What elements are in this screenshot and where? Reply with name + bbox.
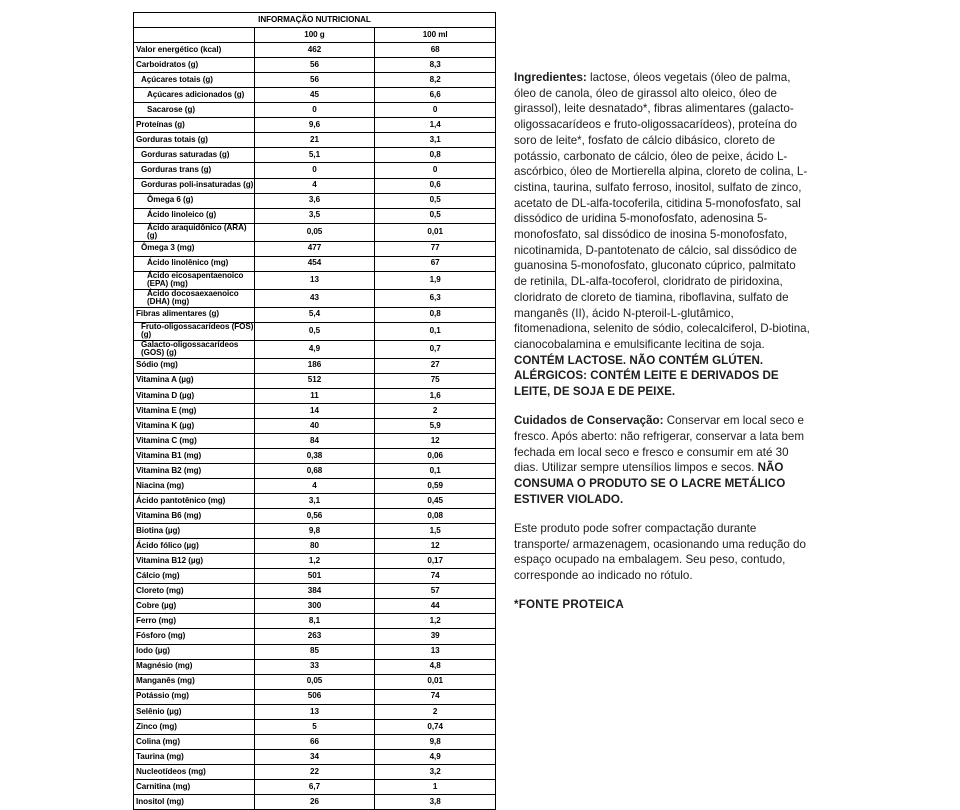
table-row — [134, 340, 496, 358]
table-row — [134, 178, 496, 193]
nutrient-value-100ml: 0,08 — [375, 509, 496, 524]
nutrient-name: Ácido linolênico (mg) — [134, 256, 255, 271]
nutrient-value-100g: 9,6 — [254, 118, 375, 133]
table-row — [134, 614, 496, 629]
nutrient-value-100g: 56 — [254, 73, 375, 88]
nutrient-name: Fibras alimentares (g) — [134, 307, 255, 322]
nutrient-value-100ml: 3,8 — [375, 795, 496, 810]
nutrient-name: Ácido eicosapentaenoico (EPA) (mg) — [134, 271, 255, 289]
nutrient-value-100ml: 1,9 — [375, 271, 496, 289]
table-row — [134, 223, 496, 241]
table-row — [134, 403, 496, 418]
nutrient-name: Açúcares totais (g) — [134, 73, 255, 88]
table-row — [134, 584, 496, 599]
nutrient-value-100g: 0 — [254, 163, 375, 178]
nutrient-value-100g: 85 — [254, 644, 375, 659]
nutrient-value-100ml: 4,8 — [375, 659, 496, 674]
nutrient-name: Iodo (µg) — [134, 644, 255, 659]
nutrient-name: Sacarose (g) — [134, 103, 255, 118]
nutrient-value-100ml: 0,1 — [375, 463, 496, 478]
nutrient-name: Vitamina E (mg) — [134, 403, 255, 418]
ingredients-label: Ingredientes: — [514, 71, 587, 84]
nutrient-name: Cloreto (mg) — [134, 584, 255, 599]
nutrient-name: Magnésio (mg) — [134, 659, 255, 674]
table-row — [134, 241, 496, 256]
table-row — [134, 749, 496, 764]
nutrient-name: Taurina (mg) — [134, 749, 255, 764]
table-row — [134, 133, 496, 148]
table-row — [134, 704, 496, 719]
nutrient-value-100ml: 0,5 — [375, 208, 496, 223]
table-row — [134, 73, 496, 88]
ingredients-paragraph — [514, 70, 810, 400]
table-row — [134, 163, 496, 178]
nutrient-value-100g: 4 — [254, 178, 375, 193]
table-row — [134, 539, 496, 554]
nutrient-value-100ml: 57 — [375, 584, 496, 599]
nutrient-value-100ml: 3,1 — [375, 133, 496, 148]
table-row — [134, 494, 496, 509]
table-row — [134, 418, 496, 433]
nutrient-value-100ml: 4,9 — [375, 749, 496, 764]
nutrient-value-100ml: 0,5 — [375, 193, 496, 208]
nutrient-name: Valor energético (kcal) — [134, 43, 255, 58]
nutrient-value-100ml: 74 — [375, 569, 496, 584]
nutrient-value-100ml: 2 — [375, 704, 496, 719]
nutrient-value-100g: 501 — [254, 569, 375, 584]
nutrient-value-100g: 0,68 — [254, 463, 375, 478]
nutrient-value-100ml: 2 — [375, 403, 496, 418]
nutrient-value-100g: 13 — [254, 271, 375, 289]
nutrient-value-100ml: 6,6 — [375, 88, 496, 103]
nutrient-value-100ml: 1,5 — [375, 524, 496, 539]
nutrient-value-100ml: 1,2 — [375, 614, 496, 629]
nutrient-name: Ácido linoleico (g) — [134, 208, 255, 223]
table-row — [134, 479, 496, 494]
nutrient-value-100g: 34 — [254, 749, 375, 764]
nutrient-value-100ml: 27 — [375, 358, 496, 373]
nutrient-value-100g: 3,1 — [254, 494, 375, 509]
table-row — [134, 659, 496, 674]
table-row — [134, 256, 496, 271]
nutrient-value-100g: 0,56 — [254, 509, 375, 524]
nutrient-name: Açúcares adicionados (g) — [134, 88, 255, 103]
nutrient-name: Inositol (mg) — [134, 795, 255, 810]
nutrient-name: Zinco (mg) — [134, 719, 255, 734]
nutrient-value-100g: 14 — [254, 403, 375, 418]
nutrient-value-100g: 5 — [254, 719, 375, 734]
nutrient-name: Sódio (mg) — [134, 358, 255, 373]
nutrient-value-100g: 506 — [254, 689, 375, 704]
nutrient-value-100g: 384 — [254, 584, 375, 599]
table-row — [134, 448, 496, 463]
nutrient-name: Vitamina B1 (mg) — [134, 448, 255, 463]
nutrient-value-100ml: 9,8 — [375, 734, 496, 749]
table-row — [134, 644, 496, 659]
nutrient-name: Gorduras poli-insaturadas (g) — [134, 178, 255, 193]
nutrient-value-100g: 66 — [254, 734, 375, 749]
nutrient-name: Carboidratos (g) — [134, 58, 255, 73]
table-row — [134, 58, 496, 73]
nutrient-name: Selênio (µg) — [134, 704, 255, 719]
nutrient-value-100ml: 77 — [375, 241, 496, 256]
nutrient-name: Colina (mg) — [134, 734, 255, 749]
table-row — [134, 463, 496, 478]
table-row — [134, 524, 496, 539]
table-row — [134, 795, 496, 810]
storage-warning: NÃO CONSUMA O PRODUTO SE O LACRE METÁLICO ESTIVER VIOLADO. — [514, 461, 786, 506]
nutrient-name: Ferro (mg) — [134, 614, 255, 629]
nutrient-name: Nucleotídeos (mg) — [134, 764, 255, 779]
ingredients-body: lactose, óleos vegetais (óleo de palma, óleo de canola, óleo de girassol alto oleico, óleo de girassol), leite desnatado*, fibras alimentares (galacto-oligossacarídeos e fruto-oligossacarídeos), proteína do soro de leite*, fosfato de cálcio dibásico, cloreto de potássio, carbonato de cálcio, óleo de peixe, ácido L-ascórbico, óleo de Mortierella alpina, cloreto de colina, L-cistina, taurina, sulfato ferroso, inositol, sulfato de zinco, acetato de DL-alfa-tocoferila, citidina 5-monofosfato, sal dissódico de uridina 5-monofosfato, adenosina 5-monofosfato, sal dissódico de inosina 5-monofosfato, nicotinamida, D-pantotenato de cálcio, sal dissódico de guanosina 5-monofosfato, gluconato cúprico, palmitato de retinila, DL-alfa-tocoferol, cloridrato de piridoxina, cloridrato de cloreto de tiamina, riboflavina, sulfato de manganês (II), ácido N-pteroil-L-glutâmico, fitomenadiona, selenito de sódio, colecalciferol, D-biotina, cianocobalamina e emulsificante lecitina de soja. — [514, 71, 810, 351]
table-header-row — [134, 28, 496, 43]
nutrient-name: Vitamina A (µg) — [134, 373, 255, 388]
nutrient-value-100ml: 8,3 — [375, 58, 496, 73]
nutrient-value-100g: 3,6 — [254, 193, 375, 208]
table-row — [134, 689, 496, 704]
nutrient-value-100ml: 13 — [375, 644, 496, 659]
nutrient-value-100g: 462 — [254, 43, 375, 58]
nutrient-value-100g: 263 — [254, 629, 375, 644]
nutrient-name: Carnitina (mg) — [134, 779, 255, 794]
nutrient-value-100g: 4,9 — [254, 340, 375, 358]
nutrient-value-100g: 0,5 — [254, 322, 375, 340]
nutrient-value-100ml: 0,8 — [375, 307, 496, 322]
storage-label: Cuidados de Conservação: — [514, 414, 664, 428]
nutrient-value-100g: 33 — [254, 659, 375, 674]
column-header-100ml: 100 ml — [375, 28, 496, 43]
storage-paragraph — [514, 413, 810, 507]
nutrient-value-100g: 5,1 — [254, 148, 375, 163]
nutrient-value-100ml: 1 — [375, 779, 496, 794]
nutrient-value-100ml: 12 — [375, 539, 496, 554]
nutrient-value-100ml: 0,01 — [375, 223, 496, 241]
nutrient-name: Cálcio (mg) — [134, 569, 255, 584]
compaction-paragraph: Este produto pode sofrer compactação durante transporte/ armazenagem, ocasionando uma redução do espaço ocupado na embalagem. Seu peso, contudo, corresponde ao indicado no rótulo. — [514, 521, 806, 583]
nutrient-value-100ml: 74 — [375, 689, 496, 704]
nutrition-table — [133, 12, 496, 810]
nutrient-name: Galacto-oligossacarídeos (GOS) (g) — [134, 340, 255, 358]
nutrient-value-100g: 40 — [254, 418, 375, 433]
table-title-row — [134, 13, 496, 28]
nutrient-value-100g: 43 — [254, 289, 375, 307]
product-info-panel — [514, 70, 810, 613]
table-row — [134, 148, 496, 163]
nutrient-value-100g: 6,7 — [254, 779, 375, 794]
table-row — [134, 433, 496, 448]
nutrient-name: Niacina (mg) — [134, 479, 255, 494]
nutrition-facts-panel — [133, 12, 496, 810]
nutrient-name: Biotina (µg) — [134, 524, 255, 539]
nutrient-value-100g: 9,8 — [254, 524, 375, 539]
nutrient-value-100g: 13 — [254, 704, 375, 719]
table-row — [134, 388, 496, 403]
table-row — [134, 103, 496, 118]
table-row — [134, 208, 496, 223]
table-row — [134, 289, 496, 307]
nutrient-value-100ml: 8,2 — [375, 73, 496, 88]
nutrient-value-100ml: 44 — [375, 599, 496, 614]
nutrient-value-100g: 8,1 — [254, 614, 375, 629]
nutrient-value-100g: 0,38 — [254, 448, 375, 463]
nutrient-value-100g: 0 — [254, 103, 375, 118]
table-row — [134, 779, 496, 794]
nutrient-name: Vitamina D (µg) — [134, 388, 255, 403]
nutrient-name: Ácido fólico (µg) — [134, 539, 255, 554]
nutrition-table-body — [134, 43, 496, 810]
nutrient-value-100ml: 75 — [375, 373, 496, 388]
table-row — [134, 43, 496, 58]
nutrient-name: Gorduras saturadas (g) — [134, 148, 255, 163]
nutrient-value-100ml: 39 — [375, 629, 496, 644]
nutrient-value-100ml: 0,7 — [375, 340, 496, 358]
table-row — [134, 719, 496, 734]
nutrient-name: Gorduras totais (g) — [134, 133, 255, 148]
nutrient-value-100g: 11 — [254, 388, 375, 403]
nutrient-value-100g: 1,2 — [254, 554, 375, 569]
nutrient-value-100g: 300 — [254, 599, 375, 614]
nutrient-value-100ml: 0,17 — [375, 554, 496, 569]
table-row — [134, 307, 496, 322]
nutrition-table-title: INFORMAÇÃO NUTRICIONAL — [134, 13, 496, 28]
table-row — [134, 764, 496, 779]
nutrient-value-100g: 26 — [254, 795, 375, 810]
nutrient-value-100g: 512 — [254, 373, 375, 388]
nutrient-value-100ml: 0,1 — [375, 322, 496, 340]
nutrient-name: Ácido docosaexaenoico (DHA) (mg) — [134, 289, 255, 307]
table-row — [134, 322, 496, 340]
column-header-100g: 100 g — [254, 28, 375, 43]
nutrient-value-100ml: 0,01 — [375, 674, 496, 689]
column-header-nutrient — [134, 28, 255, 43]
table-row — [134, 193, 496, 208]
nutrient-value-100g: 4 — [254, 479, 375, 494]
nutrient-value-100ml: 0,8 — [375, 148, 496, 163]
storage-body: Conservar em local seco e fresco. Após aberto: não refrigerar, conservar a lata bem fechada em local seco e fresco e consumir em até 30 dias. Utilizar sempre utensílios limpos e secos. — [514, 414, 804, 475]
nutrient-name: Gorduras trans (g) — [134, 163, 255, 178]
nutrient-value-100g: 454 — [254, 256, 375, 271]
nutrient-value-100ml: 1,6 — [375, 388, 496, 403]
nutrient-value-100ml: 6,3 — [375, 289, 496, 307]
nutrient-value-100ml: 0,06 — [375, 448, 496, 463]
nutrient-value-100ml: 0,45 — [375, 494, 496, 509]
nutrient-name: Ômega 3 (mg) — [134, 241, 255, 256]
nutrient-name: Fósforo (mg) — [134, 629, 255, 644]
nutrient-value-100g: 21 — [254, 133, 375, 148]
nutrient-name: Ácido araquidônico (ARA) (g) — [134, 223, 255, 241]
nutrient-value-100g: 56 — [254, 58, 375, 73]
nutrition-table-head — [134, 13, 496, 43]
table-row — [134, 271, 496, 289]
nutrient-name: Ômega 6 (g) — [134, 193, 255, 208]
nutrient-name: Potássio (mg) — [134, 689, 255, 704]
nutrient-value-100ml: 0,74 — [375, 719, 496, 734]
table-row — [134, 118, 496, 133]
nutrient-value-100ml: 12 — [375, 433, 496, 448]
nutrient-name: Vitamina C (mg) — [134, 433, 255, 448]
nutrient-value-100g: 3,5 — [254, 208, 375, 223]
nutrient-name: Manganês (mg) — [134, 674, 255, 689]
table-row — [134, 358, 496, 373]
nutrient-value-100ml: 1,4 — [375, 118, 496, 133]
nutrient-name: Vitamina K (µg) — [134, 418, 255, 433]
nutrient-value-100g: 0,05 — [254, 674, 375, 689]
nutrient-name: Fruto-oligossacarídeos (FOS) (g) — [134, 322, 255, 340]
nutrient-name: Ácido pantotênico (mg) — [134, 494, 255, 509]
table-row — [134, 599, 496, 614]
protein-source-footnote: *FONTE PROTEICA — [514, 598, 624, 612]
nutrient-value-100ml: 0,59 — [375, 479, 496, 494]
table-row — [134, 88, 496, 103]
nutrient-value-100g: 84 — [254, 433, 375, 448]
nutrient-value-100ml: 67 — [375, 256, 496, 271]
table-row — [134, 373, 496, 388]
nutrient-value-100ml: 0 — [375, 163, 496, 178]
table-row — [134, 569, 496, 584]
nutrient-value-100ml: 3,2 — [375, 764, 496, 779]
nutrient-value-100g: 477 — [254, 241, 375, 256]
table-row — [134, 674, 496, 689]
table-row — [134, 554, 496, 569]
nutrient-name: Vitamina B6 (mg) — [134, 509, 255, 524]
nutrient-value-100g: 80 — [254, 539, 375, 554]
table-row — [134, 629, 496, 644]
allergen-warning: CONTÉM LACTOSE. NÃO CONTÉM GLÚTEN. ALÉRGICOS: CONTÉM LEITE E DERIVADOS DE LEITE, DE SOJA E DE PEIXE. — [514, 353, 779, 399]
nutrient-name: Vitamina B2 (mg) — [134, 463, 255, 478]
nutrient-value-100g: 22 — [254, 764, 375, 779]
nutrient-name: Vitamina B12 (µg) — [134, 554, 255, 569]
nutrient-value-100ml: 0 — [375, 103, 496, 118]
nutrient-value-100g: 45 — [254, 88, 375, 103]
nutrient-name: Proteínas (g) — [134, 118, 255, 133]
nutrient-value-100g: 5,4 — [254, 307, 375, 322]
table-row — [134, 734, 496, 749]
nutrient-name: Cobre (µg) — [134, 599, 255, 614]
nutrient-value-100ml: 68 — [375, 43, 496, 58]
nutrient-value-100g: 0,05 — [254, 223, 375, 241]
nutrient-value-100g: 186 — [254, 358, 375, 373]
table-row — [134, 509, 496, 524]
nutrient-value-100ml: 0,6 — [375, 178, 496, 193]
nutrient-value-100ml: 5,9 — [375, 418, 496, 433]
